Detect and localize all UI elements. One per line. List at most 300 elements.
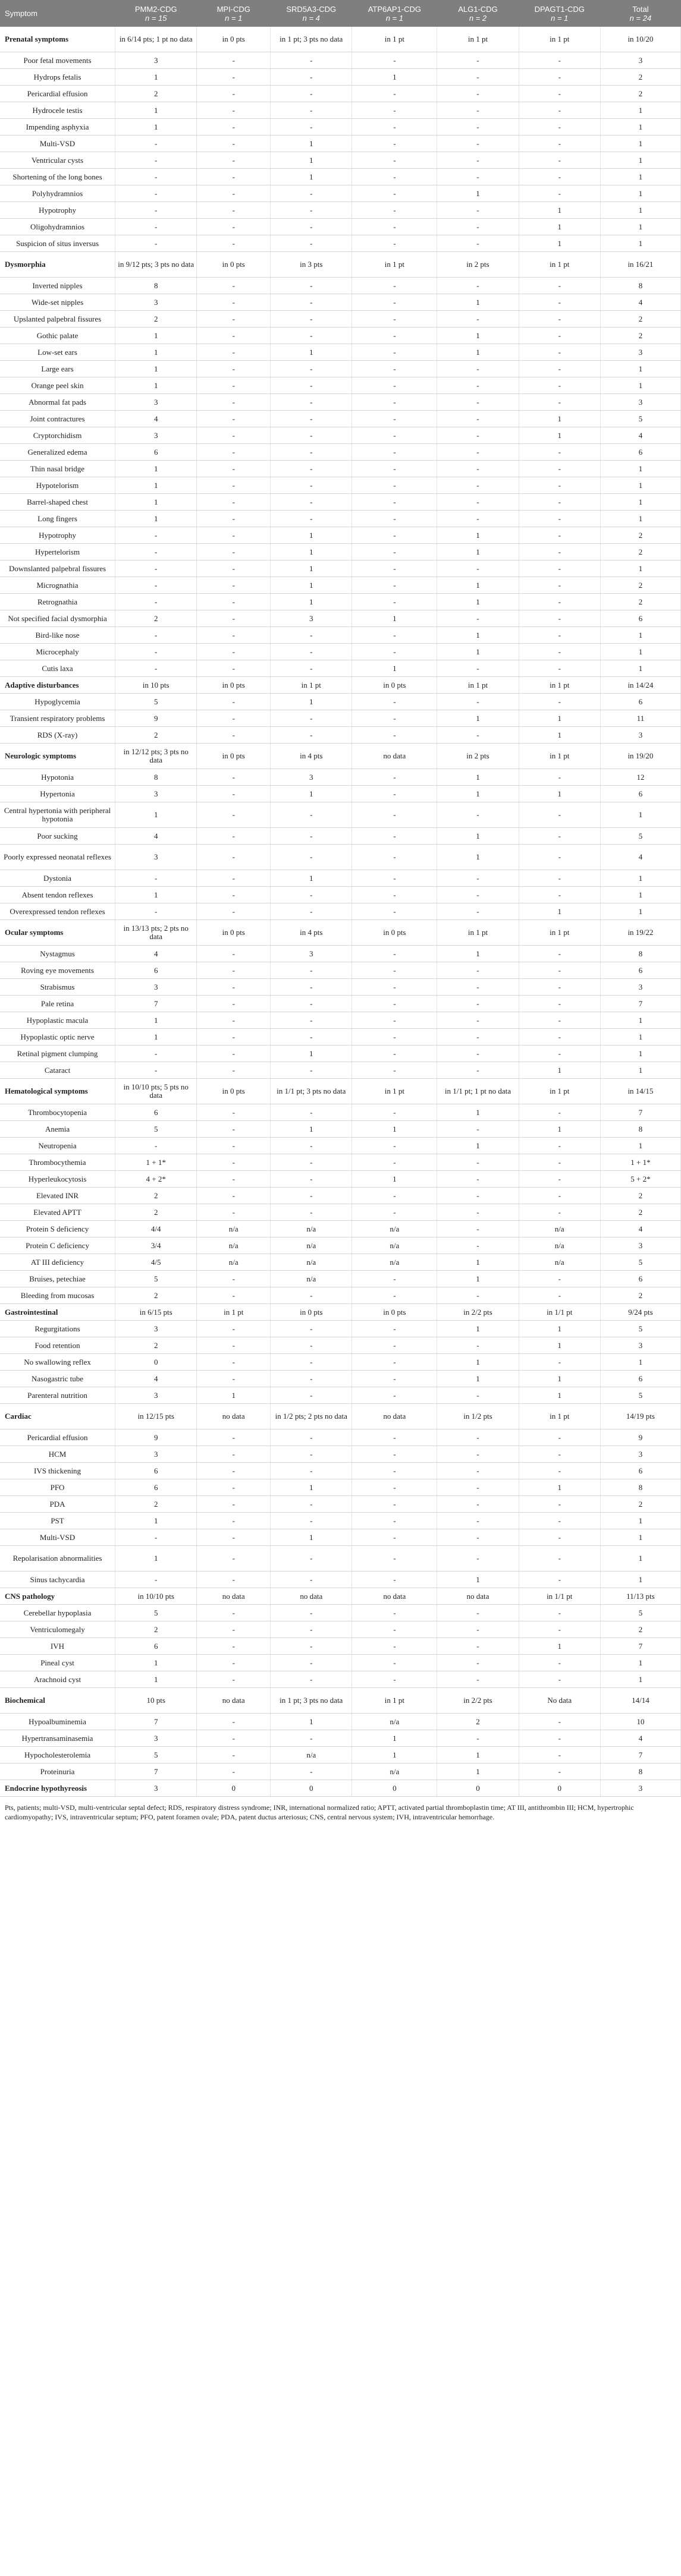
- mpi-cdg-cell: -: [197, 1121, 271, 1138]
- total-cell: 5 + 2*: [600, 1171, 680, 1188]
- total-cell: 2: [600, 1496, 680, 1513]
- srd5a3-cdg-cell: -: [271, 887, 352, 903]
- table-row: [0, 946, 681, 962]
- table-row: [0, 377, 681, 394]
- category-row: [0, 1079, 681, 1104]
- table-row: [0, 710, 681, 727]
- srd5a3-cdg-cell: -: [271, 1029, 352, 1045]
- alg1-cdg-cell: 1: [437, 845, 519, 870]
- srd5a3-cdg-cell: 1: [271, 694, 352, 710]
- dpagt1-cdg-cell: -: [519, 327, 600, 344]
- dpagt1-cdg-cell: -: [519, 577, 600, 594]
- table-row: [0, 444, 681, 461]
- alg1-cdg-cell: -: [437, 694, 519, 710]
- total-cell: 6: [600, 444, 680, 461]
- dpagt1-cdg-cell: -: [519, 294, 600, 311]
- pmm2-cdg-cell: -: [115, 152, 197, 169]
- alg1-cdg-cell: -: [437, 979, 519, 996]
- atp6ap1-cdg-cell: -: [352, 361, 437, 377]
- dpagt1-cdg-cell: in 1 pt: [519, 252, 600, 278]
- srd5a3-cdg-cell: -: [271, 828, 352, 845]
- category-label: Dysmorphia: [0, 252, 115, 278]
- dpagt1-cdg-cell: 1: [519, 1121, 600, 1138]
- dpagt1-cdg-cell: -: [519, 594, 600, 610]
- srd5a3-cdg-cell: -: [271, 627, 352, 644]
- pmm2-cdg-cell: 1: [115, 1029, 197, 1045]
- pmm2-cdg-cell: in 10/10 pts; 5 pts no data: [115, 1079, 197, 1104]
- symptom-label: Regurgitations: [0, 1321, 115, 1337]
- total-cell: 1: [600, 560, 680, 577]
- symptom-label: Gothic palate: [0, 327, 115, 344]
- dpagt1-cdg-cell: -: [519, 1354, 600, 1371]
- mpi-cdg-cell: -: [197, 102, 271, 119]
- table-row: [0, 845, 681, 870]
- dpagt1-cdg-cell: in 1 pt: [519, 27, 600, 52]
- table-row: [0, 1747, 681, 1763]
- table-row: [0, 394, 681, 411]
- symptom-label: Repolarisation abnormalities: [0, 1546, 115, 1572]
- dpagt1-cdg-cell: -: [519, 477, 600, 494]
- pmm2-cdg-cell: -: [115, 1045, 197, 1062]
- table-row: [0, 1655, 681, 1671]
- mpi-cdg-cell: no data: [197, 1404, 271, 1429]
- mpi-cdg-cell: -: [197, 1655, 271, 1671]
- total-cell: 5: [600, 1254, 680, 1271]
- dpagt1-cdg-cell: in 1/1 pt: [519, 1304, 600, 1321]
- header-label: Total: [632, 4, 649, 14]
- srd5a3-cdg-cell: -: [271, 1655, 352, 1671]
- dpagt1-cdg-cell: -: [519, 1446, 600, 1463]
- dpagt1-cdg-cell: 1: [519, 427, 600, 444]
- dpagt1-cdg-cell: n/a: [519, 1221, 600, 1237]
- mpi-cdg-cell: -: [197, 411, 271, 427]
- atp6ap1-cdg-cell: -: [352, 1429, 437, 1446]
- srd5a3-cdg-cell: 1: [271, 1529, 352, 1546]
- dpagt1-cdg-cell: -: [519, 1154, 600, 1171]
- atp6ap1-cdg-cell: -: [352, 1529, 437, 1546]
- mpi-cdg-cell: -: [197, 1763, 271, 1780]
- srd5a3-cdg-cell: 1: [271, 344, 352, 361]
- srd5a3-cdg-cell: -: [271, 361, 352, 377]
- srd5a3-cdg-cell: 1: [271, 136, 352, 152]
- srd5a3-cdg-cell: 1: [271, 1045, 352, 1062]
- atp6ap1-cdg-cell: in 0 pts: [352, 1304, 437, 1321]
- mpi-cdg-cell: -: [197, 627, 271, 644]
- mpi-cdg-cell: -: [197, 219, 271, 235]
- srd5a3-cdg-cell: 1: [271, 527, 352, 544]
- table-row: [0, 769, 681, 786]
- symptom-label: Downslanted palpebral fissures: [0, 560, 115, 577]
- header-n: n = 1: [385, 13, 403, 23]
- alg1-cdg-cell: -: [437, 1638, 519, 1655]
- total-cell: 8: [600, 946, 680, 962]
- total-cell: 1: [600, 102, 680, 119]
- symptom-label: Hypertonia: [0, 786, 115, 802]
- atp6ap1-cdg-cell: -: [352, 996, 437, 1012]
- alg1-cdg-cell: -: [437, 1513, 519, 1529]
- table-row: [0, 1714, 681, 1730]
- alg1-cdg-cell: -: [437, 802, 519, 828]
- pmm2-cdg-cell: 1: [115, 327, 197, 344]
- srd5a3-cdg-cell: -: [271, 1337, 352, 1354]
- pmm2-cdg-cell: 1 + 1*: [115, 1154, 197, 1171]
- atp6ap1-cdg-cell: in 0 pts: [352, 920, 437, 946]
- dpagt1-cdg-cell: -: [519, 1529, 600, 1546]
- mpi-cdg-cell: -: [197, 802, 271, 828]
- mpi-cdg-cell: in 1 pt: [197, 1304, 271, 1321]
- dpagt1-cdg-cell: in 1 pt: [519, 920, 600, 946]
- srd5a3-cdg-cell: -: [271, 1188, 352, 1204]
- total-cell: 7: [600, 1747, 680, 1763]
- alg1-cdg-cell: -: [437, 102, 519, 119]
- header-label: DPAGT1-CDG: [534, 4, 585, 14]
- table-row: [0, 1621, 681, 1638]
- pmm2-cdg-cell: 2: [115, 1621, 197, 1638]
- dpagt1-cdg-cell: -: [519, 979, 600, 996]
- total-cell: in 10/20: [600, 27, 680, 52]
- symptom-label: Impending asphyxia: [0, 119, 115, 136]
- dpagt1-cdg-cell: in 1 pt: [519, 744, 600, 769]
- table-row: [0, 1479, 681, 1496]
- mpi-cdg-cell: -: [197, 962, 271, 979]
- symptom-label: Nystagmus: [0, 946, 115, 962]
- dpagt1-cdg-cell: 1: [519, 1479, 600, 1496]
- header-n: n = 24: [629, 13, 652, 23]
- total-cell: 8: [600, 1763, 680, 1780]
- alg1-cdg-cell: -: [437, 86, 519, 102]
- dpagt1-cdg-cell: -: [519, 769, 600, 786]
- pmm2-cdg-cell: in 12/12 pts; 3 pts no data: [115, 744, 197, 769]
- dpagt1-cdg-cell: -: [519, 394, 600, 411]
- atp6ap1-cdg-cell: -: [352, 694, 437, 710]
- symptom-label: Pericardial effusion: [0, 86, 115, 102]
- alg1-cdg-cell: -: [437, 1479, 519, 1496]
- mpi-cdg-cell: n/a: [197, 1254, 271, 1271]
- dpagt1-cdg-cell: No data: [519, 1688, 600, 1714]
- srd5a3-cdg-cell: -: [271, 1671, 352, 1688]
- alg1-cdg-cell: 1: [437, 828, 519, 845]
- alg1-cdg-cell: in 1 pt: [437, 27, 519, 52]
- total-cell: 1: [600, 1138, 680, 1154]
- dpagt1-cdg-cell: -: [519, 1429, 600, 1446]
- atp6ap1-cdg-cell: 1: [352, 1121, 437, 1138]
- alg1-cdg-cell: -: [437, 119, 519, 136]
- dpagt1-cdg-cell: -: [519, 1671, 600, 1688]
- mpi-cdg-cell: -: [197, 136, 271, 152]
- alg1-cdg-cell: -: [437, 1154, 519, 1171]
- mpi-cdg-cell: -: [197, 327, 271, 344]
- total-cell: 4: [600, 1221, 680, 1237]
- alg1-cdg-cell: -: [437, 1529, 519, 1546]
- atp6ap1-cdg-cell: -: [352, 169, 437, 185]
- alg1-cdg-cell: 1: [437, 185, 519, 202]
- category-label: Cardiac: [0, 1404, 115, 1429]
- total-cell: 1 + 1*: [600, 1154, 680, 1171]
- symptom-label: Poorly expressed neonatal reflexes: [0, 845, 115, 870]
- mpi-cdg-cell: -: [197, 1496, 271, 1513]
- atp6ap1-cdg-cell: -: [352, 727, 437, 744]
- atp6ap1-cdg-cell: -: [352, 494, 437, 511]
- srd5a3-cdg-cell: in 1 pt; 3 pts no data: [271, 27, 352, 52]
- total-cell: 1: [600, 1655, 680, 1671]
- dpagt1-cdg-cell: -: [519, 560, 600, 577]
- atp6ap1-cdg-cell: 1: [352, 1747, 437, 1763]
- pmm2-cdg-cell: -: [115, 660, 197, 677]
- pmm2-cdg-cell: 0: [115, 1354, 197, 1371]
- atp6ap1-cdg-cell: -: [352, 1446, 437, 1463]
- symptom-label: Hypertelorism: [0, 544, 115, 560]
- table-row: [0, 1730, 681, 1747]
- pmm2-cdg-cell: 6: [115, 444, 197, 461]
- mpi-cdg-cell: -: [197, 786, 271, 802]
- alg1-cdg-cell: -: [437, 444, 519, 461]
- pmm2-cdg-cell: -: [115, 1529, 197, 1546]
- symptom-label: Strabismus: [0, 979, 115, 996]
- atp6ap1-cdg-cell: -: [352, 979, 437, 996]
- mpi-cdg-cell: no data: [197, 1688, 271, 1714]
- table-row: [0, 1429, 681, 1446]
- dpagt1-cdg-cell: 1: [519, 710, 600, 727]
- atp6ap1-cdg-cell: -: [352, 1321, 437, 1337]
- total-cell: 1: [600, 1529, 680, 1546]
- symptom-label: Joint contractures: [0, 411, 115, 427]
- alg1-cdg-cell: -: [437, 1029, 519, 1045]
- total-cell: 2: [600, 577, 680, 594]
- pmm2-cdg-cell: 9: [115, 1429, 197, 1446]
- srd5a3-cdg-cell: 1: [271, 1714, 352, 1730]
- total-cell: 3: [600, 727, 680, 744]
- pmm2-cdg-cell: 4: [115, 1371, 197, 1387]
- total-cell: 7: [600, 996, 680, 1012]
- pmm2-cdg-cell: 3: [115, 52, 197, 69]
- total-cell: 1: [600, 1546, 680, 1572]
- srd5a3-cdg-cell: n/a: [271, 1221, 352, 1237]
- header-n: n = 1: [551, 13, 569, 23]
- pmm2-cdg-cell: 1: [115, 477, 197, 494]
- mpi-cdg-cell: -: [197, 1730, 271, 1747]
- mpi-cdg-cell: -: [197, 1104, 271, 1121]
- table-row: [0, 1463, 681, 1479]
- atp6ap1-cdg-cell: -: [352, 377, 437, 394]
- alg1-cdg-cell: -: [437, 1463, 519, 1479]
- pmm2-cdg-cell: 3: [115, 786, 197, 802]
- srd5a3-cdg-cell: -: [271, 1138, 352, 1154]
- total-cell: 1: [600, 1012, 680, 1029]
- dpagt1-cdg-cell: -: [519, 1621, 600, 1638]
- total-cell: 2: [600, 1621, 680, 1638]
- alg1-cdg-cell: -: [437, 962, 519, 979]
- atp6ap1-cdg-cell: -: [352, 903, 437, 920]
- srd5a3-cdg-cell: -: [271, 1371, 352, 1387]
- alg1-cdg-cell: in 1 pt: [437, 677, 519, 694]
- dpagt1-cdg-cell: -: [519, 1204, 600, 1221]
- alg1-cdg-cell: -: [437, 887, 519, 903]
- symptom-label: Central hypertonia with peripheral hypotonia: [0, 802, 115, 828]
- mpi-cdg-cell: -: [197, 294, 271, 311]
- total-cell: in 14/15: [600, 1079, 680, 1104]
- symptom-label: Hypertransaminasemia: [0, 1730, 115, 1747]
- srd5a3-cdg-cell: -: [271, 461, 352, 477]
- pmm2-cdg-cell: 2: [115, 311, 197, 327]
- dpagt1-cdg-cell: -: [519, 946, 600, 962]
- total-cell: in 19/20: [600, 744, 680, 769]
- total-cell: 5: [600, 1605, 680, 1621]
- alg1-cdg-cell: -: [437, 1605, 519, 1621]
- pmm2-cdg-cell: -: [115, 560, 197, 577]
- atp6ap1-cdg-cell: no data: [352, 744, 437, 769]
- mpi-cdg-cell: -: [197, 1671, 271, 1688]
- srd5a3-cdg-cell: -: [271, 962, 352, 979]
- category-label: Ocular symptoms: [0, 920, 115, 946]
- mpi-cdg-cell: -: [197, 1188, 271, 1204]
- symptom-label: Cataract: [0, 1062, 115, 1079]
- total-cell: 2: [600, 327, 680, 344]
- symptom-label: Multi-VSD: [0, 1529, 115, 1546]
- srd5a3-cdg-cell: 1: [271, 1121, 352, 1138]
- total-cell: 1: [600, 361, 680, 377]
- srd5a3-cdg-cell: -: [271, 1763, 352, 1780]
- table-row: [0, 1012, 681, 1029]
- table-row: [0, 694, 681, 710]
- atp6ap1-cdg-cell: n/a: [352, 1221, 437, 1237]
- dpagt1-cdg-cell: -: [519, 1605, 600, 1621]
- dpagt1-cdg-cell: -: [519, 610, 600, 627]
- total-cell: 2: [600, 527, 680, 544]
- pmm2-cdg-cell: 6: [115, 1463, 197, 1479]
- pmm2-cdg-cell: 6: [115, 1638, 197, 1655]
- mpi-cdg-cell: n/a: [197, 1237, 271, 1254]
- mpi-cdg-cell: -: [197, 1714, 271, 1730]
- header-label: ATP6AP1-CDG: [368, 4, 422, 14]
- total-cell: 5: [600, 828, 680, 845]
- pmm2-cdg-cell: 6: [115, 1104, 197, 1121]
- alg1-cdg-cell: -: [437, 1188, 519, 1204]
- alg1-cdg-cell: 1: [437, 594, 519, 610]
- header-n: n = 1: [225, 13, 243, 23]
- total-cell: 4: [600, 294, 680, 311]
- table-row: [0, 1354, 681, 1371]
- pmm2-cdg-cell: -: [115, 169, 197, 185]
- srd5a3-cdg-cell: -: [271, 1730, 352, 1747]
- alg1-cdg-cell: -: [437, 610, 519, 627]
- mpi-cdg-cell: -: [197, 1747, 271, 1763]
- dpagt1-cdg-cell: in 1 pt: [519, 1404, 600, 1429]
- alg1-cdg-cell: in 1 pt: [437, 920, 519, 946]
- mpi-cdg-cell: -: [197, 1029, 271, 1045]
- atp6ap1-cdg-cell: -: [352, 477, 437, 494]
- table-row: [0, 1605, 681, 1621]
- alg1-cdg-cell: -: [437, 477, 519, 494]
- pmm2-cdg-cell: -: [115, 202, 197, 219]
- alg1-cdg-cell: in 1/2 pts: [437, 1404, 519, 1429]
- dpagt1-cdg-cell: 1: [519, 202, 600, 219]
- mpi-cdg-cell: -: [197, 278, 271, 294]
- mpi-cdg-cell: in 0 pts: [197, 744, 271, 769]
- pmm2-cdg-cell: in 10 pts: [115, 677, 197, 694]
- table-row: [0, 1529, 681, 1546]
- pmm2-cdg-cell: -: [115, 136, 197, 152]
- alg1-cdg-cell: -: [437, 1387, 519, 1404]
- dpagt1-cdg-cell: -: [519, 1188, 600, 1204]
- atp6ap1-cdg-cell: n/a: [352, 1714, 437, 1730]
- symptom-label: Large ears: [0, 361, 115, 377]
- total-cell: 2: [600, 594, 680, 610]
- srd5a3-cdg-cell: -: [271, 1354, 352, 1371]
- total-cell: 3: [600, 1446, 680, 1463]
- category-row: [0, 252, 681, 278]
- symptom-label: PFO: [0, 1479, 115, 1496]
- dpagt1-cdg-cell: 1: [519, 1062, 600, 1079]
- table-row: [0, 560, 681, 577]
- header-alg1-cdg: [437, 0, 519, 27]
- table-row: [0, 327, 681, 344]
- atp6ap1-cdg-cell: -: [352, 828, 437, 845]
- dpagt1-cdg-cell: 0: [519, 1780, 600, 1797]
- mpi-cdg-cell: -: [197, 235, 271, 252]
- atp6ap1-cdg-cell: n/a: [352, 1237, 437, 1254]
- atp6ap1-cdg-cell: n/a: [352, 1763, 437, 1780]
- alg1-cdg-cell: in 2/2 pts: [437, 1304, 519, 1321]
- table-row: [0, 344, 681, 361]
- atp6ap1-cdg-cell: -: [352, 52, 437, 69]
- symptom-label: Elevated APTT: [0, 1204, 115, 1221]
- total-cell: 5: [600, 1321, 680, 1337]
- mpi-cdg-cell: -: [197, 1479, 271, 1496]
- symptom-label: Bruises, petechiae: [0, 1271, 115, 1287]
- alg1-cdg-cell: -: [437, 69, 519, 86]
- dpagt1-cdg-cell: -: [519, 887, 600, 903]
- atp6ap1-cdg-cell: -: [352, 219, 437, 235]
- dpagt1-cdg-cell: 1: [519, 1371, 600, 1387]
- dpagt1-cdg-cell: -: [519, 1029, 600, 1045]
- atp6ap1-cdg-cell: -: [352, 544, 437, 560]
- symptom-label: Ventricular cysts: [0, 152, 115, 169]
- pmm2-cdg-cell: -: [115, 1572, 197, 1588]
- symptom-label: Retrognathia: [0, 594, 115, 610]
- alg1-cdg-cell: -: [437, 235, 519, 252]
- mpi-cdg-cell: -: [197, 694, 271, 710]
- symptom-label: Pale retina: [0, 996, 115, 1012]
- table-footnote: Pts, patients; multi-VSD, multi-ventricular septal defect; RDS, respiratory distress syndrome; INR, international normalized ratio; APTT, activated partial thromboplastin time; AT III, antithrombin III; HCM, hypertrophic cardiomyopathy; IVS, intraventricular septum; PFO, patent foramen ovale; PDA, patent ductus arteriosus; CNS, central nervous system; IVH, intraventricular hemorrhage.: [5, 1803, 634, 1821]
- atp6ap1-cdg-cell: -: [352, 327, 437, 344]
- dpagt1-cdg-cell: -: [519, 694, 600, 710]
- category-row: [0, 920, 681, 946]
- pmm2-cdg-cell: 3: [115, 1730, 197, 1747]
- table-row: [0, 996, 681, 1012]
- total-cell: 1: [600, 1354, 680, 1371]
- mpi-cdg-cell: in 0 pts: [197, 920, 271, 946]
- alg1-cdg-cell: -: [437, 727, 519, 744]
- dpagt1-cdg-cell: -: [519, 1546, 600, 1572]
- dpagt1-cdg-cell: -: [519, 52, 600, 69]
- mpi-cdg-cell: -: [197, 544, 271, 560]
- dpagt1-cdg-cell: -: [519, 996, 600, 1012]
- total-cell: 1: [600, 152, 680, 169]
- pmm2-cdg-cell: in 12/15 pts: [115, 1404, 197, 1429]
- dpagt1-cdg-cell: -: [519, 1496, 600, 1513]
- total-cell: 1: [600, 1572, 680, 1588]
- symptom-label: Hypoplastic macula: [0, 1012, 115, 1029]
- srd5a3-cdg-cell: -: [271, 1429, 352, 1446]
- dpagt1-cdg-cell: -: [519, 102, 600, 119]
- header-n: n = 4: [302, 13, 320, 23]
- symptom-label: Ventriculomegaly: [0, 1621, 115, 1638]
- atp6ap1-cdg-cell: -: [352, 769, 437, 786]
- mpi-cdg-cell: -: [197, 710, 271, 727]
- mpi-cdg-cell: -: [197, 394, 271, 411]
- alg1-cdg-cell: 0: [437, 1780, 519, 1797]
- total-cell: 14/14: [600, 1688, 680, 1714]
